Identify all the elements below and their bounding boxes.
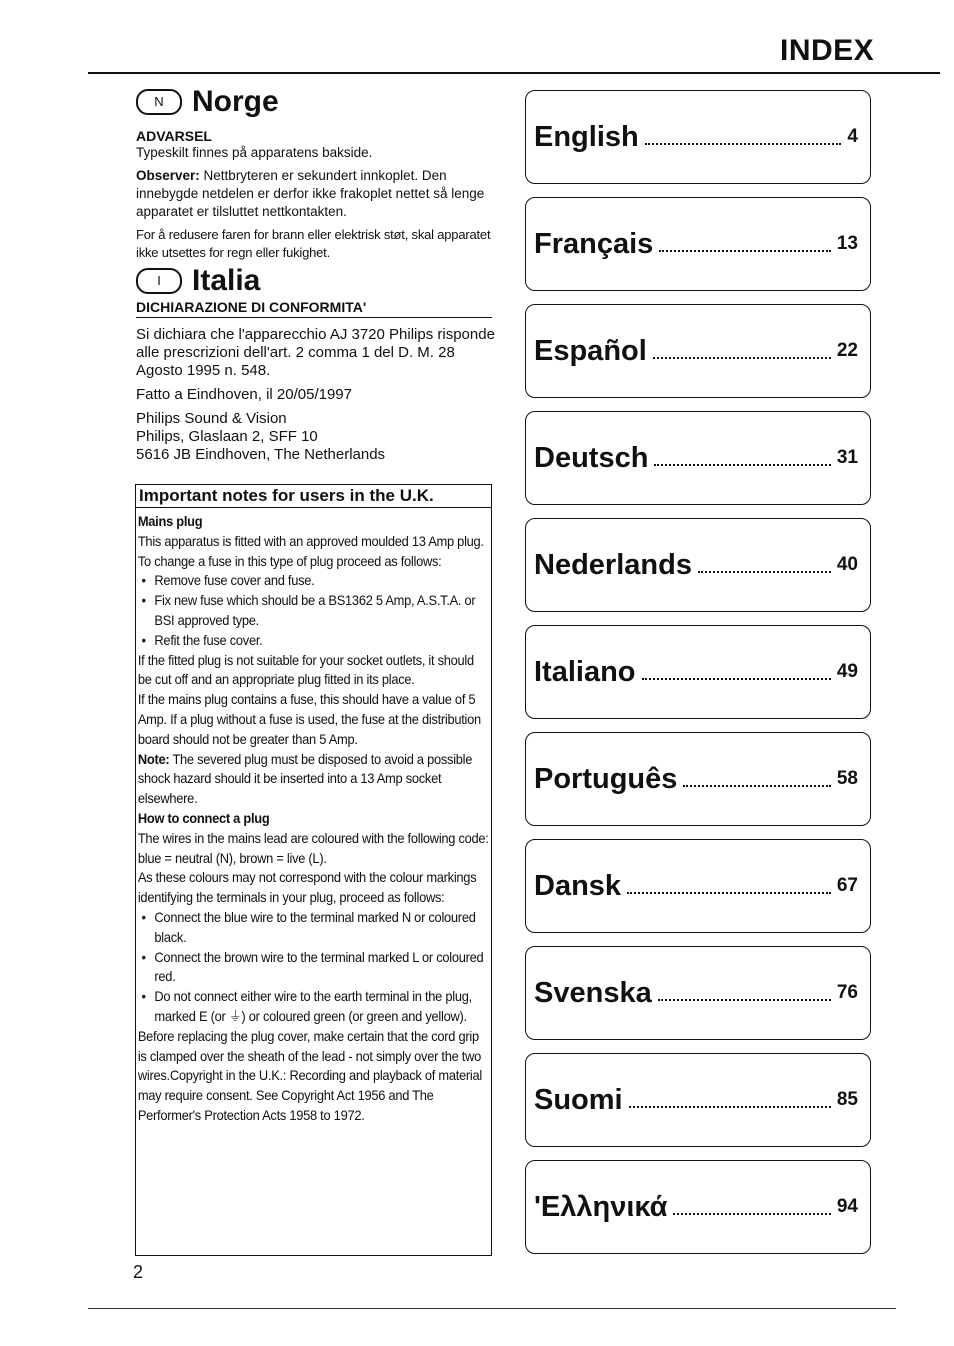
dot-leader	[659, 236, 831, 252]
index-entry-page: 94	[836, 1196, 858, 1217]
wiring-step: • Do not connect either wire to the earth terminal in the plug, marked E (or ⏚) or coloured green (or green and yellow).	[154, 987, 490, 1027]
index-entry-page: 58	[836, 768, 858, 789]
header-rule	[88, 72, 940, 74]
dot-leader	[683, 771, 830, 787]
index-entry-name: Dansk	[534, 869, 622, 902]
fuse-step: • Refit the fuse cover.	[154, 631, 490, 651]
uk-notes-title: Important notes for users in the U.K.	[136, 485, 491, 508]
index-entry-page: 31	[836, 447, 858, 468]
norge-badge: N	[136, 89, 182, 115]
italia-address-3: 5616 JB Eindhoven, The Netherlands	[136, 446, 386, 463]
index-entry-italiano[interactable]	[525, 625, 871, 719]
index-entry-greek[interactable]	[525, 1160, 871, 1254]
dot-leader	[698, 557, 831, 573]
fuse-step: • Remove fuse cover and fuse.	[154, 571, 490, 591]
dot-leader	[629, 1092, 831, 1108]
index-entry-page: 22	[836, 340, 858, 361]
index-entry-name: English	[534, 120, 639, 153]
index-entry-name: Italiano	[534, 655, 636, 688]
italia-address-1: Philips Sound & Vision	[136, 410, 287, 427]
italia-text	[136, 326, 498, 464]
index-entry-deutsch[interactable]	[525, 411, 871, 505]
index-entry-francais[interactable]	[525, 197, 871, 291]
fuse-step: • Fix new fuse which should be a BS1362 5 Amp, A.S.T.A. or BSI approved type.	[154, 591, 490, 631]
index-entry-page: 40	[836, 554, 858, 575]
norge-warning-heading: ADVARSEL	[136, 128, 212, 144]
dot-leader	[645, 129, 842, 145]
dot-leader	[627, 878, 831, 894]
dot-leader	[658, 985, 831, 1001]
wiring-step: • Connect the brown wire to the terminal marked L or coloured red.	[154, 948, 490, 988]
index-entry-page: 67	[836, 875, 858, 896]
index-entry-suomi[interactable]	[525, 1053, 871, 1147]
norge-observer-label: Observer:	[136, 168, 200, 183]
index-entry-page: 13	[836, 233, 858, 254]
fuse-steps-list	[138, 571, 491, 650]
norge-heading	[136, 84, 498, 120]
index-entry-page: 76	[836, 982, 858, 1003]
fuse-value-text: If the mains plug contains a fuse, this should have a value of 5 Amp. If a plug without a fuse is used, the fuse at the distribution board should not be greater than 5 Amp.	[137, 691, 481, 747]
index-entry-name: 'Ελληνικά	[534, 1190, 668, 1223]
colours-text: As these colours may not correspond with the colour markings identifying the terminals in your plug, proceed as follows:	[137, 869, 477, 906]
mains-plug-text: This apparatus is fitted with an approved moulded 13 Amp plug. To change a fuse in this type of plug proceed as follows:	[137, 532, 484, 569]
left-column	[136, 84, 498, 464]
connect-plug-heading: How to connect a plug	[137, 809, 270, 826]
dot-leader	[673, 1199, 830, 1215]
dot-leader	[654, 450, 830, 466]
index-entry-espanol[interactable]	[525, 304, 871, 398]
index-entry-name: Deutsch	[534, 441, 649, 474]
index-entry-english[interactable]	[525, 90, 871, 184]
index-entry-svenska[interactable]	[525, 946, 871, 1040]
wiring-step: • Connect the blue wire to the terminal marked N or coloured black.	[154, 908, 490, 948]
uk-notes-box	[135, 484, 492, 1256]
index-entry-name: Español	[534, 334, 647, 367]
note-label: Note:	[137, 750, 170, 767]
wire-code-text: The wires in the mains lead are coloured with the following code: blue = neutral (N), brown = live (L).	[137, 829, 489, 866]
italia-declaration-heading: DICHIARAZIONE DI CONFORMITA'	[136, 299, 492, 318]
page-title: INDEX	[780, 34, 875, 67]
mains-plug-heading: Mains plug	[137, 513, 203, 529]
index-entry-name: Svenska	[534, 976, 652, 1009]
italia-paragraph-1: Si dichiara che l'apparecchio AJ 3720 Philips risponde alle prescrizioni dell'art. 2 comma 1 del D. M. 28 Agosto 1995 n. 548.	[136, 326, 495, 379]
italia-paragraph-2: Fatto a Eindhoven, il 20/05/1997	[136, 386, 352, 403]
note-body: The severed plug must be disposed to avoid a possible shock hazard should it be inserted into a 13 Amp socket elsewhere.	[137, 750, 473, 807]
index-entry-name: Suomi	[534, 1083, 623, 1116]
italia-address-2: Philips, Glaslaan 2, SFF 10	[136, 428, 318, 445]
unsuitable-plug-text: If the fitted plug is not suitable for your socket outlets, it should be cut off and an appropriate plug fitted in its place.	[137, 651, 474, 688]
italia-badge: I	[136, 268, 182, 294]
norge-observer-text: Nettbryteren er sekundert innkoplet. Den innebygde netdelen er derfor ikke frakoplet nettet så lenge apparatet er tilsluttet nettkontakten.	[136, 168, 485, 219]
index-entry-name: Nederlands	[534, 548, 692, 581]
closing-text: Before replacing the plug cover, make certain that the cord grip is clamped over the sheath of the lead - not simply over the two wires.Copyright in the U.K.: Recording and playback of material may require consent. See Copyright Act 1956 and The Performer's Protection Acts 1958 to 1972.	[137, 1027, 482, 1123]
index-entry-portugues[interactable]	[525, 732, 871, 826]
index-entry-name: Français	[534, 227, 654, 260]
italia-title: Italia	[192, 264, 261, 297]
index-entry-name: Português	[534, 762, 678, 795]
dot-leader	[642, 664, 831, 680]
index-entry-dansk[interactable]	[525, 839, 871, 933]
note-text	[138, 750, 491, 809]
index-entry-page: 49	[836, 661, 858, 682]
index-entry-nederlands[interactable]	[525, 518, 871, 612]
norge-warning-text: Typeskilt finnes på apparatens bakside.	[136, 145, 373, 160]
italia-heading	[136, 263, 498, 299]
index-entry-page: 4	[847, 126, 858, 147]
footer-rule	[88, 1308, 896, 1309]
norge-safety-text: For å redusere faren for brann eller elektrisk støt, skal apparatet ikke utsettes for regn eller fukighet.	[136, 227, 491, 260]
dot-leader	[653, 343, 831, 359]
page-number: 2	[133, 1262, 144, 1282]
norge-observer	[136, 167, 498, 221]
index-entry-page: 85	[836, 1089, 858, 1110]
norge-title: Norge	[192, 85, 279, 118]
wiring-steps-list	[138, 908, 491, 1027]
uk-notes-body	[136, 508, 492, 1126]
